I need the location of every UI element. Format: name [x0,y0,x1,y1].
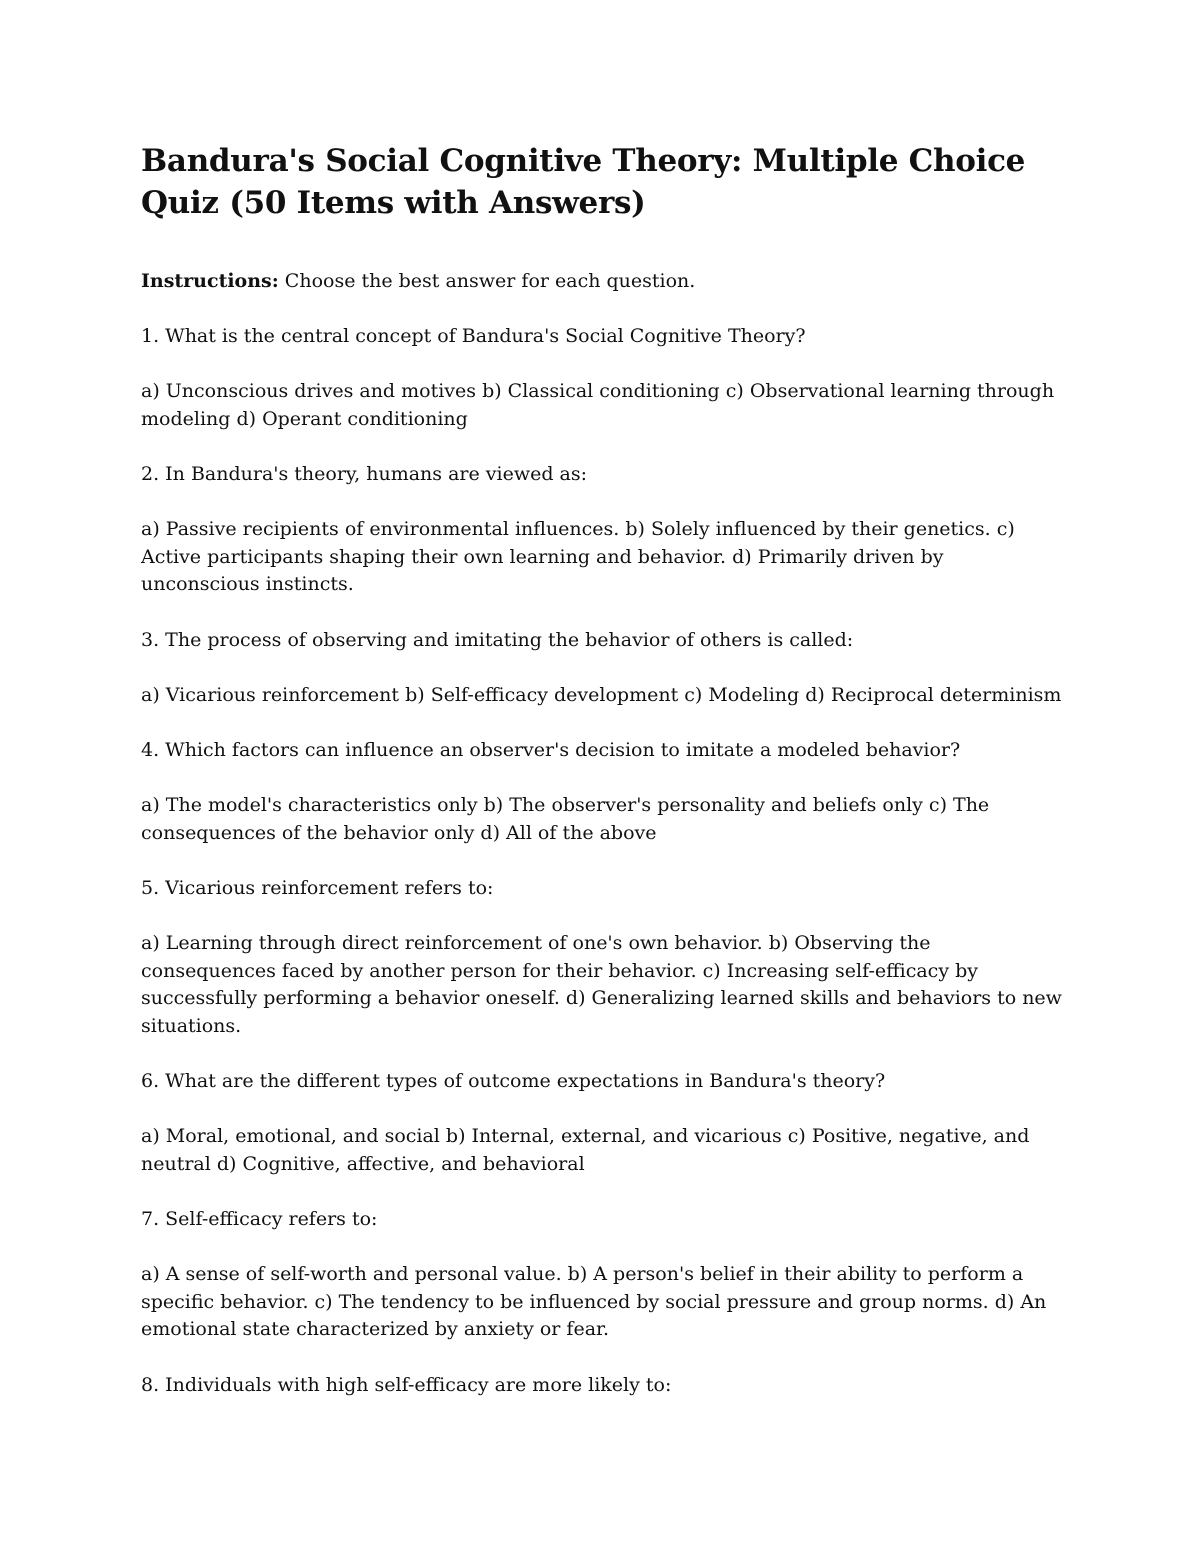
options-5: a) Learning through direct reinforcement of one's own behavior. b) Observing the consequences faced by another person for their behavior. c) Increasing self-efficacy by successfully performing a behavior oneself. d) Generalizing learned skills and behaviors to new situations. [141,932,1062,1037]
document-body [141,140,1066,1427]
document-title: Bandura's Social Cognitive Theory: Multiple Choice Quiz (50 Items with Answers) [141,143,1026,221]
options-2: a) Passive recipients of environmental influences. b) Solely influenced by their genetics. c) Active participants shaping their own learning and behavior. d) Primarily driven by unconscious instincts. [141,518,1015,595]
options-4: a) The model's characteristics only b) The observer's personality and beliefs only c) The consequences of the behavior only d) All of the above [141,794,990,844]
options-6: a) Moral, emotional, and social b) Internal, external, and vicarious c) Positive, negative, and neutral d) Cognitive, affective, and behavioral [141,1125,1030,1175]
question-3: 3. The process of observing and imitating the behavior of others is called: [141,628,854,651]
question-4: 4. Which factors can influence an observer's decision to imitate a modeled behavior? [141,739,961,761]
instructions-label: Instructions: [141,270,279,292]
question-8: 8. Individuals with high self-efficacy are more likely to: [141,1373,672,1396]
question-5: 5. Vicarious reinforcement refers to: [141,877,494,899]
question-1: 1. What is the central concept of Bandura's Social Cognitive Theory? [141,325,806,347]
question-7: 7. Self-efficacy refers to: [141,1208,378,1230]
options-1: a) Unconscious drives and motives b) Classical conditioning c) Observational learning through modeling d) Operant conditioning [141,380,1055,430]
question-6: 6. What are the different types of outcome expectations in Bandura's theory? [141,1070,886,1092]
question-2: 2. In Bandura's theory, humans are viewed as: [141,463,588,485]
instructions [141,268,1066,295]
options-3: a) Vicarious reinforcement b) Self-efficacy development c) Modeling d) Reciprocal determinism [141,683,1062,706]
options-7: a) A sense of self-worth and personal value. b) A person's belief in their ability to perform a specific behavior. c) The tendency to be influenced by social pressure and group norms. d) An emotional state characterized by anxiety or fear. [141,1263,1047,1340]
instructions-text: Choose the best answer for each question. [278,270,696,292]
